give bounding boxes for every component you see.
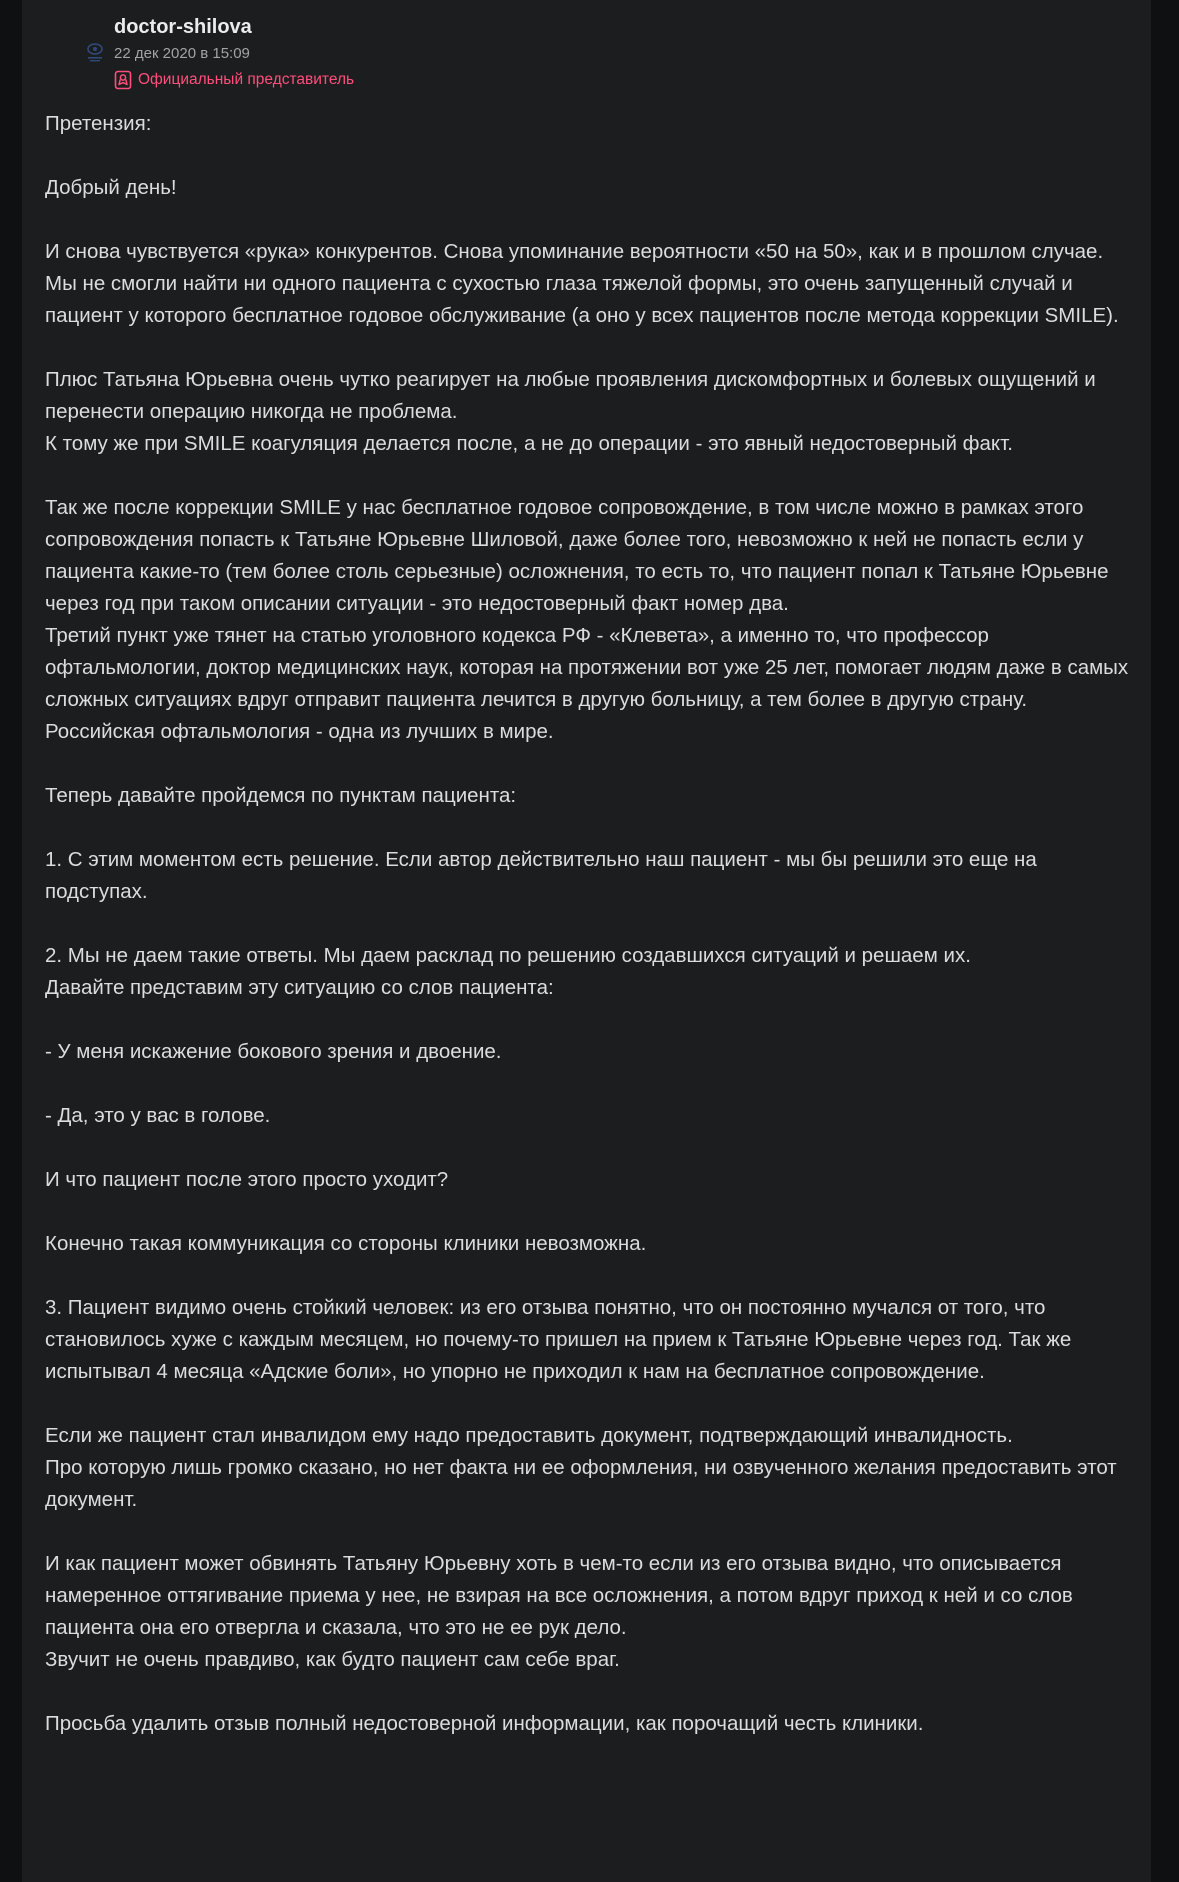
clinic-logo-icon [80,36,110,66]
paragraph: - Да, это у вас в голове. [45,1104,271,1127]
paragraph: 2. Мы не даем такие ответы. Мы даем расклад по решению создавшихся ситуаций и решаем их. Давайте представим эту ситуацию со слов пациента: [45,944,971,999]
paragraph: И как пациент может обвинять Татьяну Юрьевну хоть в чем-то если из его отзыва видно, что описывается намеренное оттягивание приема у нее, не взирая на все осложнения, а потом вдруг приход к ней и со слов пациента она его отвергла и сказала, что это не ее рук дело. Звучит не очень правдиво, как будто пациент сам себе враг. [45,1552,1073,1671]
paragraph: Плюс Татьяна Юрьевна очень чутко реагирует на любые проявления дискомфортных и болевых ощущений и перенести операцию никогда не проблема. К тому же при SMILE коагуляция делается после, а не до операции - это явный недостоверный факт. [45,368,1096,455]
official-representative-icon [114,70,132,90]
paragraph: И снова чувствуется «рука» конкурентов. Снова упоминание вероятности «50 на 50», как и в прошлом случае. Мы не смогли найти ни одного пациента с сухостью глаза тяжелой формы, это очень запущенный случай и пациент у которого бесплатное годовое обслуживание (а оно у всех пациентов после метода коррекции SMILE). [45,240,1119,327]
badge-label: Официальный представитель [138,71,355,88]
paragraph: - У меня искажение бокового зрения и двоение. [45,1040,502,1063]
post-timestamp: 22 дек 2020 в 15:09 [114,45,250,62]
paragraph: 3. Пациент видимо очень стойкий человек: из его отзыва понятно, что он постоянно мучался от того, что становилось хуже с каждым месяцем, но почему-то пришел на прием к Татьяне Юрьевне через год. Так же испытывал 4 месяца «Адские боли», но упорно не приходил к нам на бесплатное сопровождение. [45,1296,1072,1383]
paragraph: И что пациент после этого просто уходит? [45,1168,449,1191]
official-badge [114,70,354,90]
paragraph: Просьба удалить отзыв полный недостоверной информации, как порочащий честь клиники. [45,1712,924,1735]
paragraph: Претензия: [45,112,152,135]
paragraph: Теперь давайте пройдемся по пунктам пациента: [45,784,517,807]
paragraph: Конечно такая коммуникация со стороны клиники невозможна. [45,1232,647,1255]
comment-card [22,0,1151,1882]
paragraph: 1. С этим моментом есть решение. Если автор действительно наш пациент - мы бы решили это еще на подступах. [45,848,1037,903]
comment-header [22,0,1151,100]
paragraph: Так же после коррекции SMILE у нас бесплатное годовое сопровождение, в том числе можно в рамках этого сопровождения попасть к Татьяне Юрьевне Шиловой, даже более того, невозможно к ней не попасть если у пациента какие-то (тем более столь серьезные) осложнения, то есть то, что пациент попал к Татьяне Юрьевне через год при таком описании ситуации - это недостоверный факт номер два. Третий пункт уже тянет на статью уголовного кодекса РФ - «Клевета», а именно то, что профессор офтальмологии, доктор медицинских наук, которая на протяжении вот уже 25 лет, помогает людям даже в самых сложных ситуациях вдруг отправит пациента лечится в другую больницу, а тем более в другую страну. Российская офтальмология - одна из лучших в мире. [45,496,1129,743]
paragraph: Добрый день! [45,176,177,199]
author-username[interactable]: doctor-shilova [114,16,252,38]
paragraph: Если же пациент стал инвалидом ему надо предоставить документ, подтверждающий инвалидность. Про которую лишь громко сказано, но нет факта ни ее оформления, ни озвученного желания предоставить этот документ. [45,1424,1117,1511]
comment-body [45,108,1140,1772]
